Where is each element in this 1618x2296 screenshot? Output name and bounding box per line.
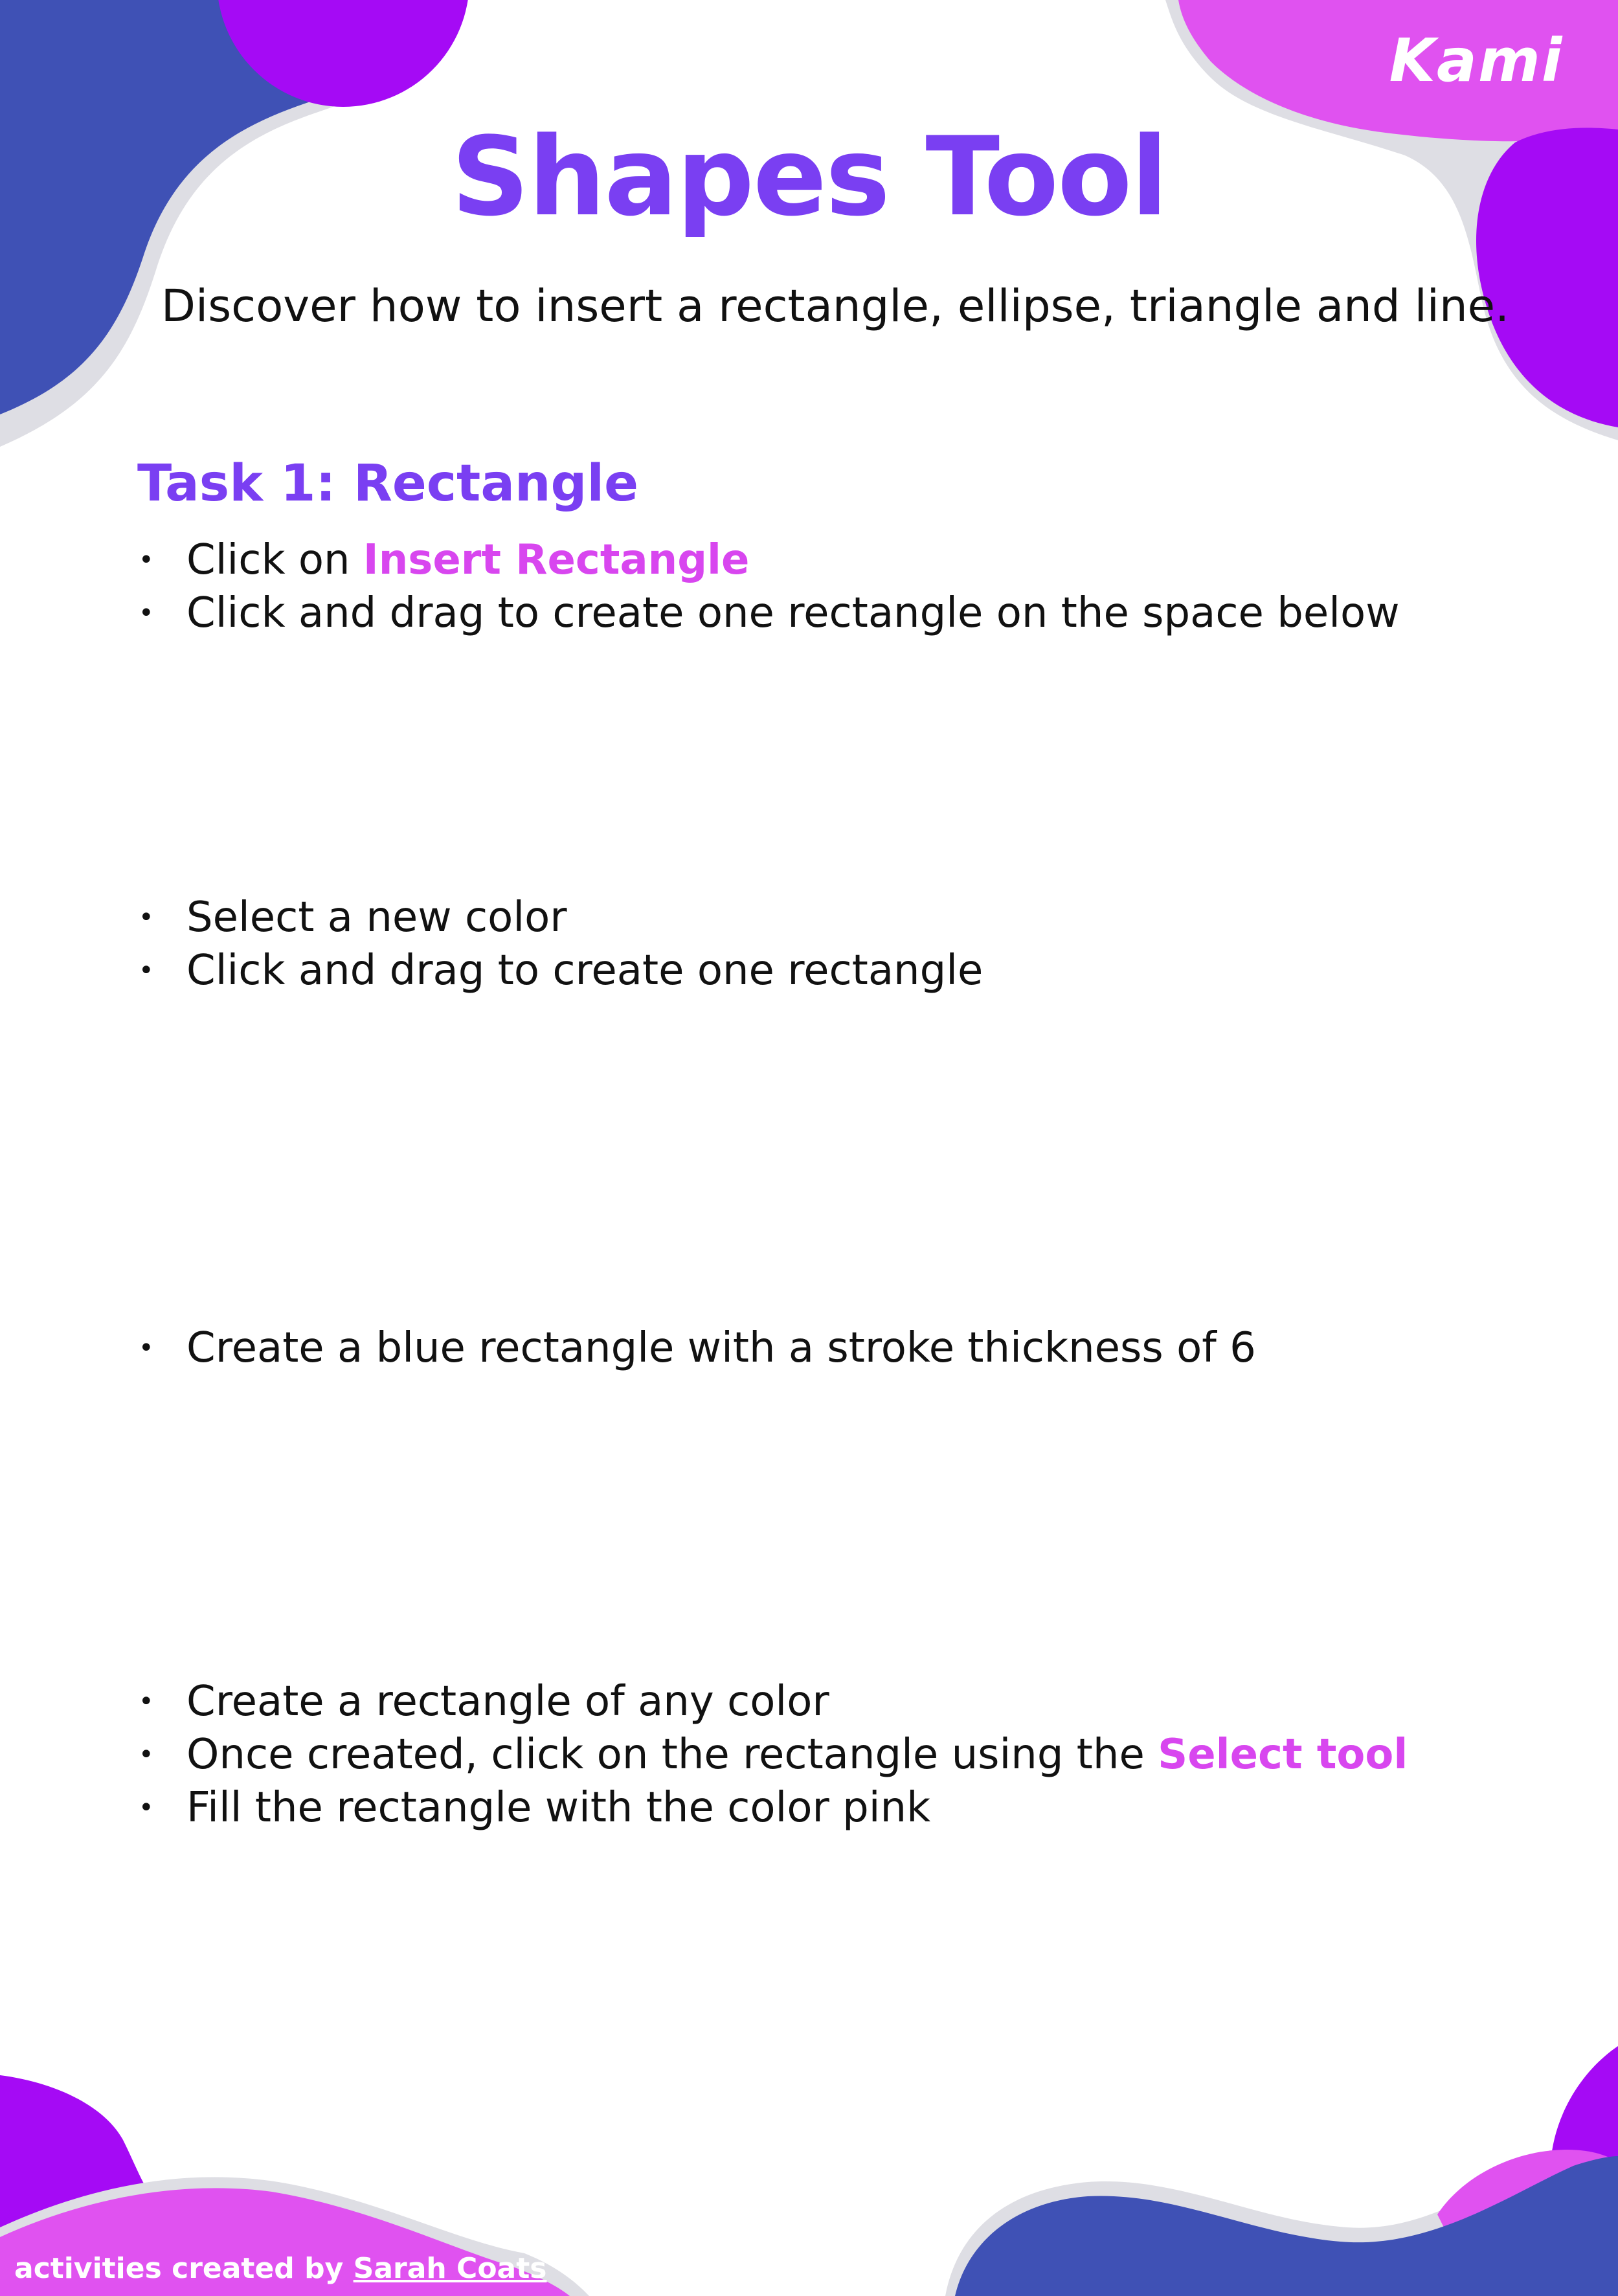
instruction-group-3 [137, 1322, 1256, 1375]
select-tool-highlight: Select tool [1158, 1731, 1408, 1779]
page-subtitle: Discover how to insert a rectangle, ellipse, triangle and line. [161, 280, 1510, 332]
instruction-group-2 [137, 891, 983, 997]
task-heading: Task 1: Rectangle [137, 455, 638, 513]
instruction-item: • Create a rectangle of any color [137, 1675, 1408, 1728]
bullet-dot-icon: • [139, 1793, 154, 1823]
author-link[interactable]: Sarah Coats [353, 2252, 547, 2285]
bullet-dot-icon: • [139, 598, 154, 628]
footer-credit: activities created by Sarah Coats [14, 2252, 547, 2285]
bullet-dot-icon: • [139, 1740, 154, 1770]
bullet-dot-icon: • [139, 1333, 154, 1363]
bullet-dot-icon: • [139, 956, 154, 985]
instruction-item: • Click on Insert Rectangle [137, 534, 1400, 587]
page-title: Shapes Tool [451, 113, 1167, 240]
instruction-item: • Select a new color [137, 891, 983, 944]
bullet-dot-icon: • [139, 1687, 154, 1716]
instruction-item: • Fill the rectangle with the color pink [137, 1781, 1408, 1834]
insert-rectangle-highlight: Insert Rectangle [363, 536, 750, 584]
instruction-item: • Click and drag to create one rectangle on the space below [137, 587, 1400, 640]
bullet-dot-icon: • [139, 903, 154, 932]
instruction-item: • Once created, click on the rectangle using the Select tool [137, 1728, 1408, 1781]
instruction-item: • Click and drag to create one rectangle [137, 944, 983, 997]
instruction-group-4 [137, 1675, 1408, 1834]
instruction-group-1 [137, 534, 1400, 640]
instruction-item: • Create a blue rectangle with a stroke thickness of 6 [137, 1322, 1256, 1375]
bullet-dot-icon: • [139, 545, 154, 575]
kami-logo: Kami [1389, 26, 1564, 95]
